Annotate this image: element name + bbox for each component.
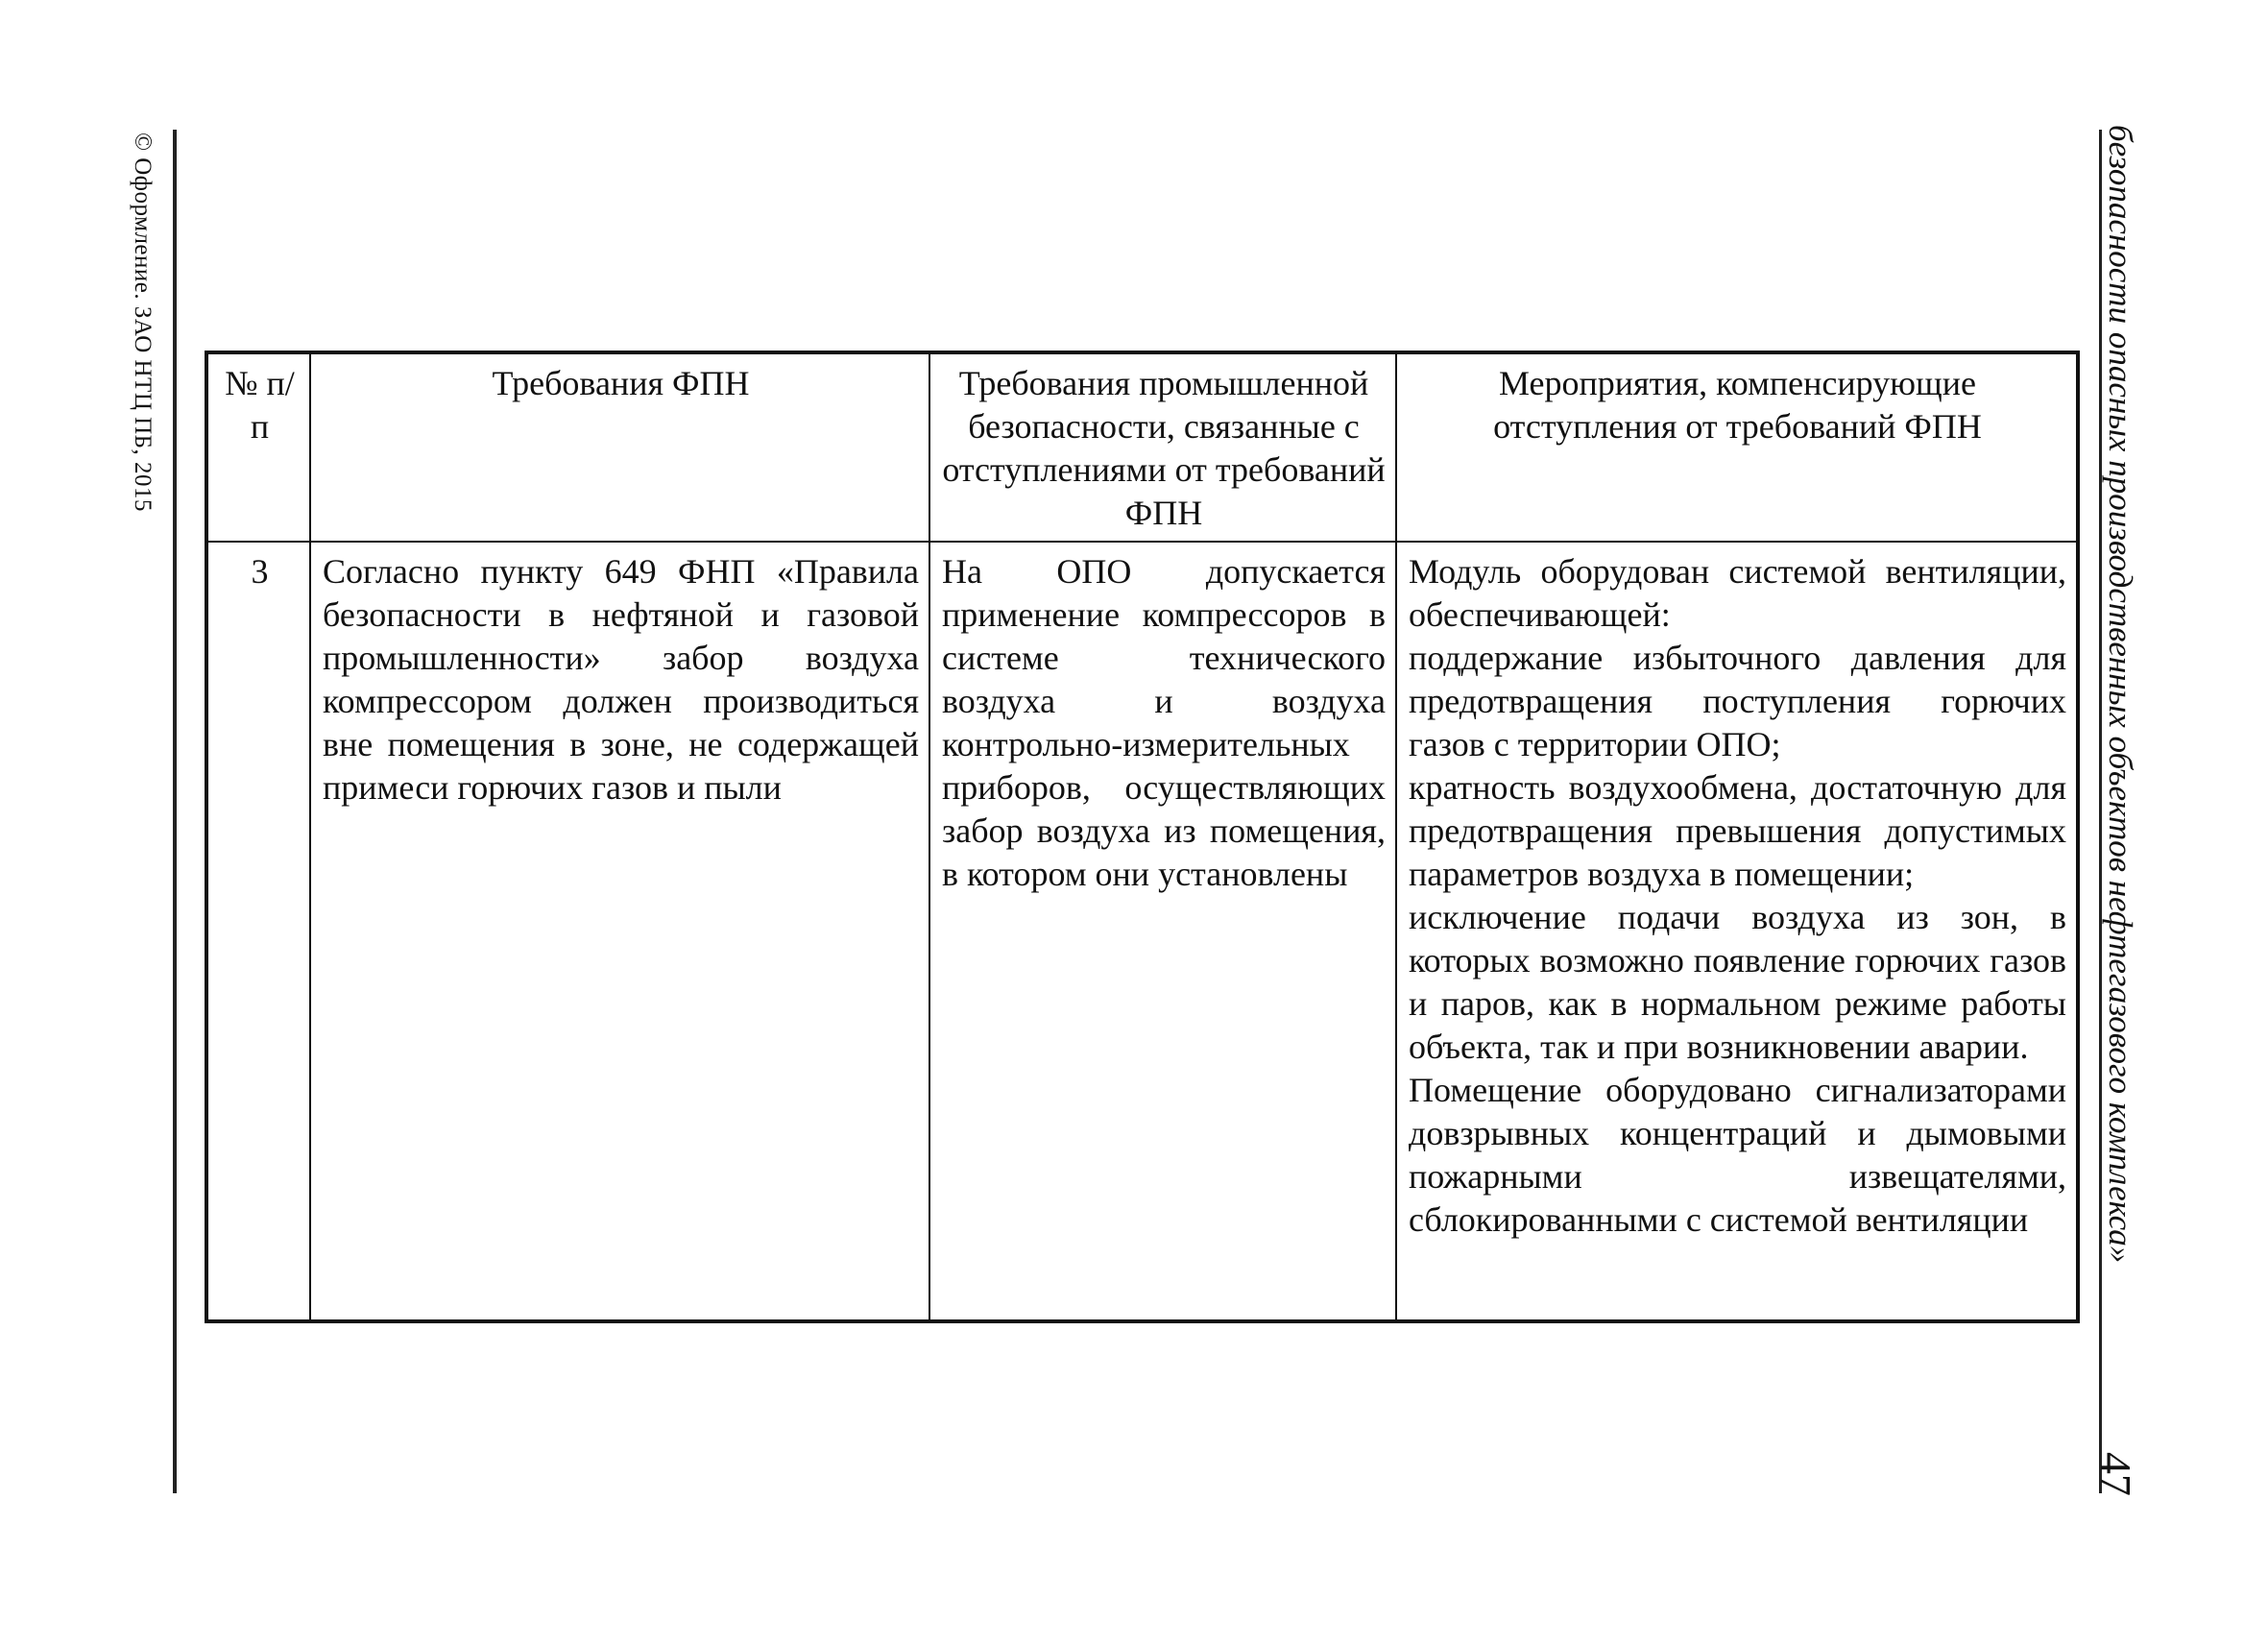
row-number: 3 — [206, 542, 310, 1321]
measure-paragraph: исключение подачи воздуха из зон, в которых возможно появление горючих газов и паров, как в нормальном режиме работы объекта, так и при возникновении аварии. — [1409, 898, 2066, 1066]
table-row — [206, 542, 2078, 1321]
page-number: 47 — [2091, 1452, 2140, 1496]
cell-deviation-requirement: На ОПО допускается применение компрессоров в системе технического воздуха и воздуха контрольно-измерительных приборов, осуществляющих забор воздуха из помещения, в котором они установлены — [929, 542, 1396, 1321]
cell-fpn-requirement: Согласно пункту 649 ФНП «Правила безопасности в нефтяной и газовой промышленности» забор воздуха компрессором должен производиться вне помещения в зоне, не содержащей примеси горючих газов и пыли — [310, 542, 929, 1321]
copyright-note: © Оформление. ЗАО НТЦ ПБ, 2015 — [130, 133, 156, 513]
header-deviation-requirements: Требования промышленной безопасности, связанные с отступлениями от требований ФПН — [929, 352, 1396, 542]
measure-paragraph: кратность воздухообмена, достаточную для предотвращения превышения допустимых параметров воздуха в помещении; — [1409, 768, 2066, 893]
requirements-table — [205, 351, 2080, 1323]
measure-paragraph: поддержание избыточного давления для предотвращения поступления горючих газов с территории ОПО; — [1409, 639, 2066, 763]
measure-paragraph: Модуль оборудован системой вентиляции, обеспечивающей: — [1409, 552, 2066, 634]
header-compensating-measures: Мероприятия, компенсирующие отступления от требований ФПН — [1396, 352, 2078, 542]
running-header: безопасности опасных производственных объектов нефтегазового комплекса» — [2102, 125, 2139, 1264]
measure-paragraph: Помещение оборудовано сигнализаторами довзрывных концентраций и дымовыми пожарными извещателями, сблокированными с системой вентиляции — [1409, 1071, 2066, 1239]
left-margin-rule — [173, 130, 177, 1493]
header-number: № п/п — [206, 352, 310, 542]
cell-compensating-measures — [1396, 542, 2078, 1321]
table-header-row — [206, 352, 2078, 542]
header-fpn-requirements: Требования ФПН — [310, 352, 929, 542]
